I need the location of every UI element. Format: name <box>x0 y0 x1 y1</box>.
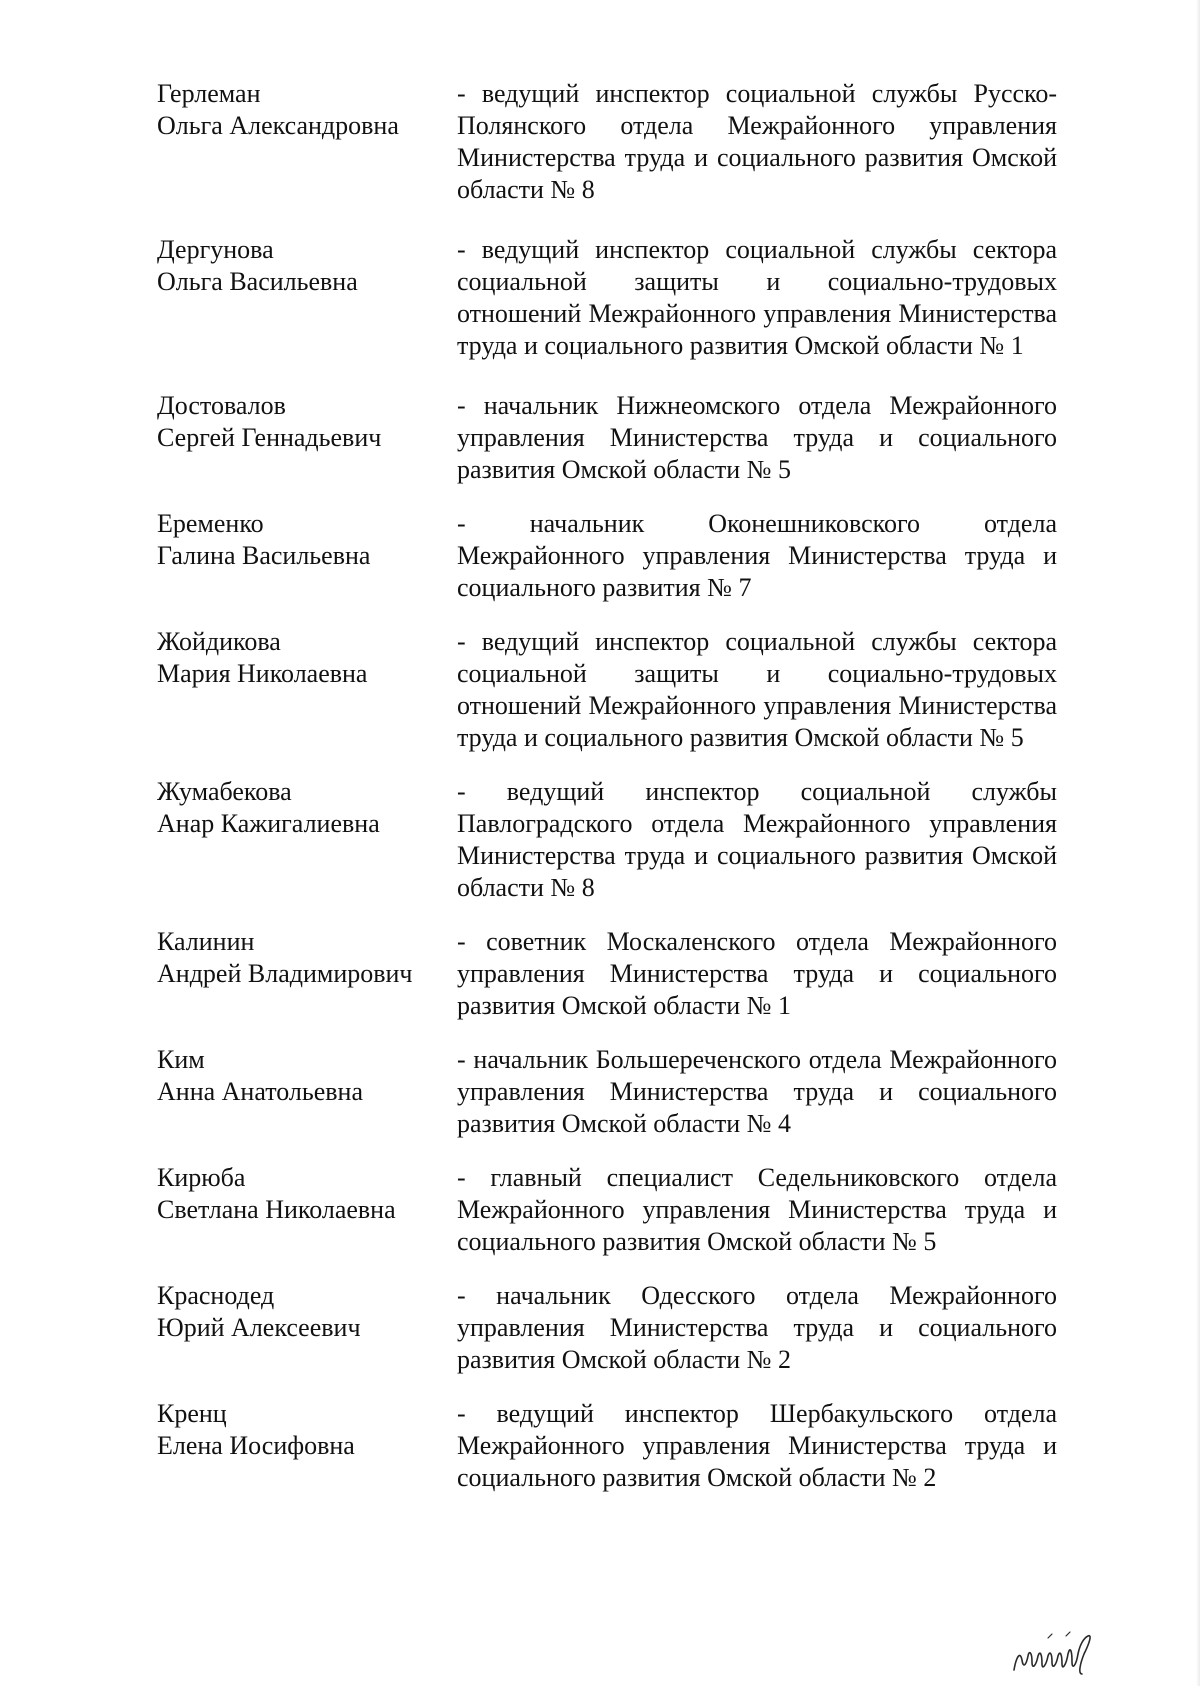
person-surname: Достовалов <box>157 391 286 420</box>
person-surname: Кренц <box>157 1399 227 1428</box>
staff-entry <box>157 78 1057 206</box>
person-surname: Еременко <box>157 509 264 538</box>
person-surname: Ким <box>157 1045 205 1074</box>
person-given-names: Светлана Николаевна <box>157 1195 396 1224</box>
person-given-names: Андрей Владимирович <box>157 959 413 988</box>
person-name <box>157 508 457 572</box>
person-position: - начальник Нижнеомского отдела Межрайонного управления Министерства труда и социального развития Омской области № 5 <box>457 391 1057 484</box>
staff-list <box>157 78 1057 1494</box>
scan-edge-shadow <box>1196 0 1200 1686</box>
person-given-names: Ольга Васильевна <box>157 267 358 296</box>
staff-entry <box>157 776 1057 904</box>
person-name <box>157 1044 457 1108</box>
handwritten-signature-icon <box>1008 1630 1118 1678</box>
person-name <box>157 390 457 454</box>
person-position: - ведущий инспектор социальной службы сектора социальной защиты и социально-трудовых отношений Межрайонного управления Министерства труда и социального развития Омской области № 1 <box>457 235 1057 360</box>
person-position: - начальник Оконешниковского отдела Межрайонного управления Министерства труда и социального развития № 7 <box>457 509 1057 602</box>
staff-entry <box>157 234 1057 362</box>
person-given-names: Анна Анатольевна <box>157 1077 363 1106</box>
person-position: - ведущий инспектор Шербакульского отдела Межрайонного управления Министерства труда и социального развития Омской области № 2 <box>457 1399 1057 1492</box>
person-name <box>157 1398 457 1462</box>
person-position: - главный специалист Седельниковского отдела Межрайонного управления Министерства труда и социального развития Омской области № 5 <box>457 1163 1057 1256</box>
person-given-names: Анар Кажигалиевна <box>157 809 380 838</box>
person-position: - ведущий инспектор социальной службы сектора социальной защиты и социально-трудовых отношений Межрайонного управления Министерства труда и социального развития Омской области № 5 <box>457 627 1057 752</box>
staff-entry <box>157 390 1057 486</box>
person-name <box>157 626 457 690</box>
staff-entry <box>157 1398 1057 1494</box>
person-position: - советник Москаленского отдела Межрайонного управления Министерства труда и социального развития Омской области № 1 <box>457 927 1057 1020</box>
person-name <box>157 776 457 840</box>
person-given-names: Сергей Геннадьевич <box>157 423 382 452</box>
person-surname: Кирюба <box>157 1163 246 1192</box>
person-surname: Жумабекова <box>157 777 292 806</box>
person-given-names: Галина Васильевна <box>157 541 371 570</box>
person-name <box>157 926 457 990</box>
person-name <box>157 1162 457 1226</box>
person-position: - ведущий инспектор социальной службы Павлоградского отдела Межрайонного управления Министерства труда и социального развития Омской области № 8 <box>457 777 1057 902</box>
person-given-names: Юрий Алексеевич <box>157 1313 361 1342</box>
person-position: - ведущий инспектор социальной службы Русско-Полянского отдела Межрайонного управления Министерства труда и социального развития Омской области № 8 <box>457 79 1057 204</box>
staff-entry <box>157 626 1057 754</box>
staff-entry <box>157 926 1057 1022</box>
person-name <box>157 234 457 298</box>
person-position: - начальник Большереченского отдела Межрайонного управления Министерства труда и социального развития Омской области № 4 <box>457 1045 1057 1138</box>
person-name <box>157 78 457 142</box>
person-given-names: Елена Иосифовна <box>157 1431 355 1460</box>
person-surname: Герлеман <box>157 79 261 108</box>
staff-entry <box>157 1280 1057 1376</box>
person-surname: Дергунова <box>157 235 274 264</box>
staff-entry <box>157 508 1057 604</box>
staff-entry <box>157 1162 1057 1258</box>
person-position: - начальник Одесского отдела Межрайонного управления Министерства труда и социального развития Омской области № 2 <box>457 1281 1057 1374</box>
person-given-names: Ольга Александровна <box>157 111 399 140</box>
person-given-names: Мария Николаевна <box>157 659 368 688</box>
person-name <box>157 1280 457 1344</box>
person-surname: Жойдикова <box>157 627 281 656</box>
person-surname: Калинин <box>157 927 255 956</box>
person-surname: Краснодед <box>157 1281 275 1310</box>
staff-entry <box>157 1044 1057 1140</box>
